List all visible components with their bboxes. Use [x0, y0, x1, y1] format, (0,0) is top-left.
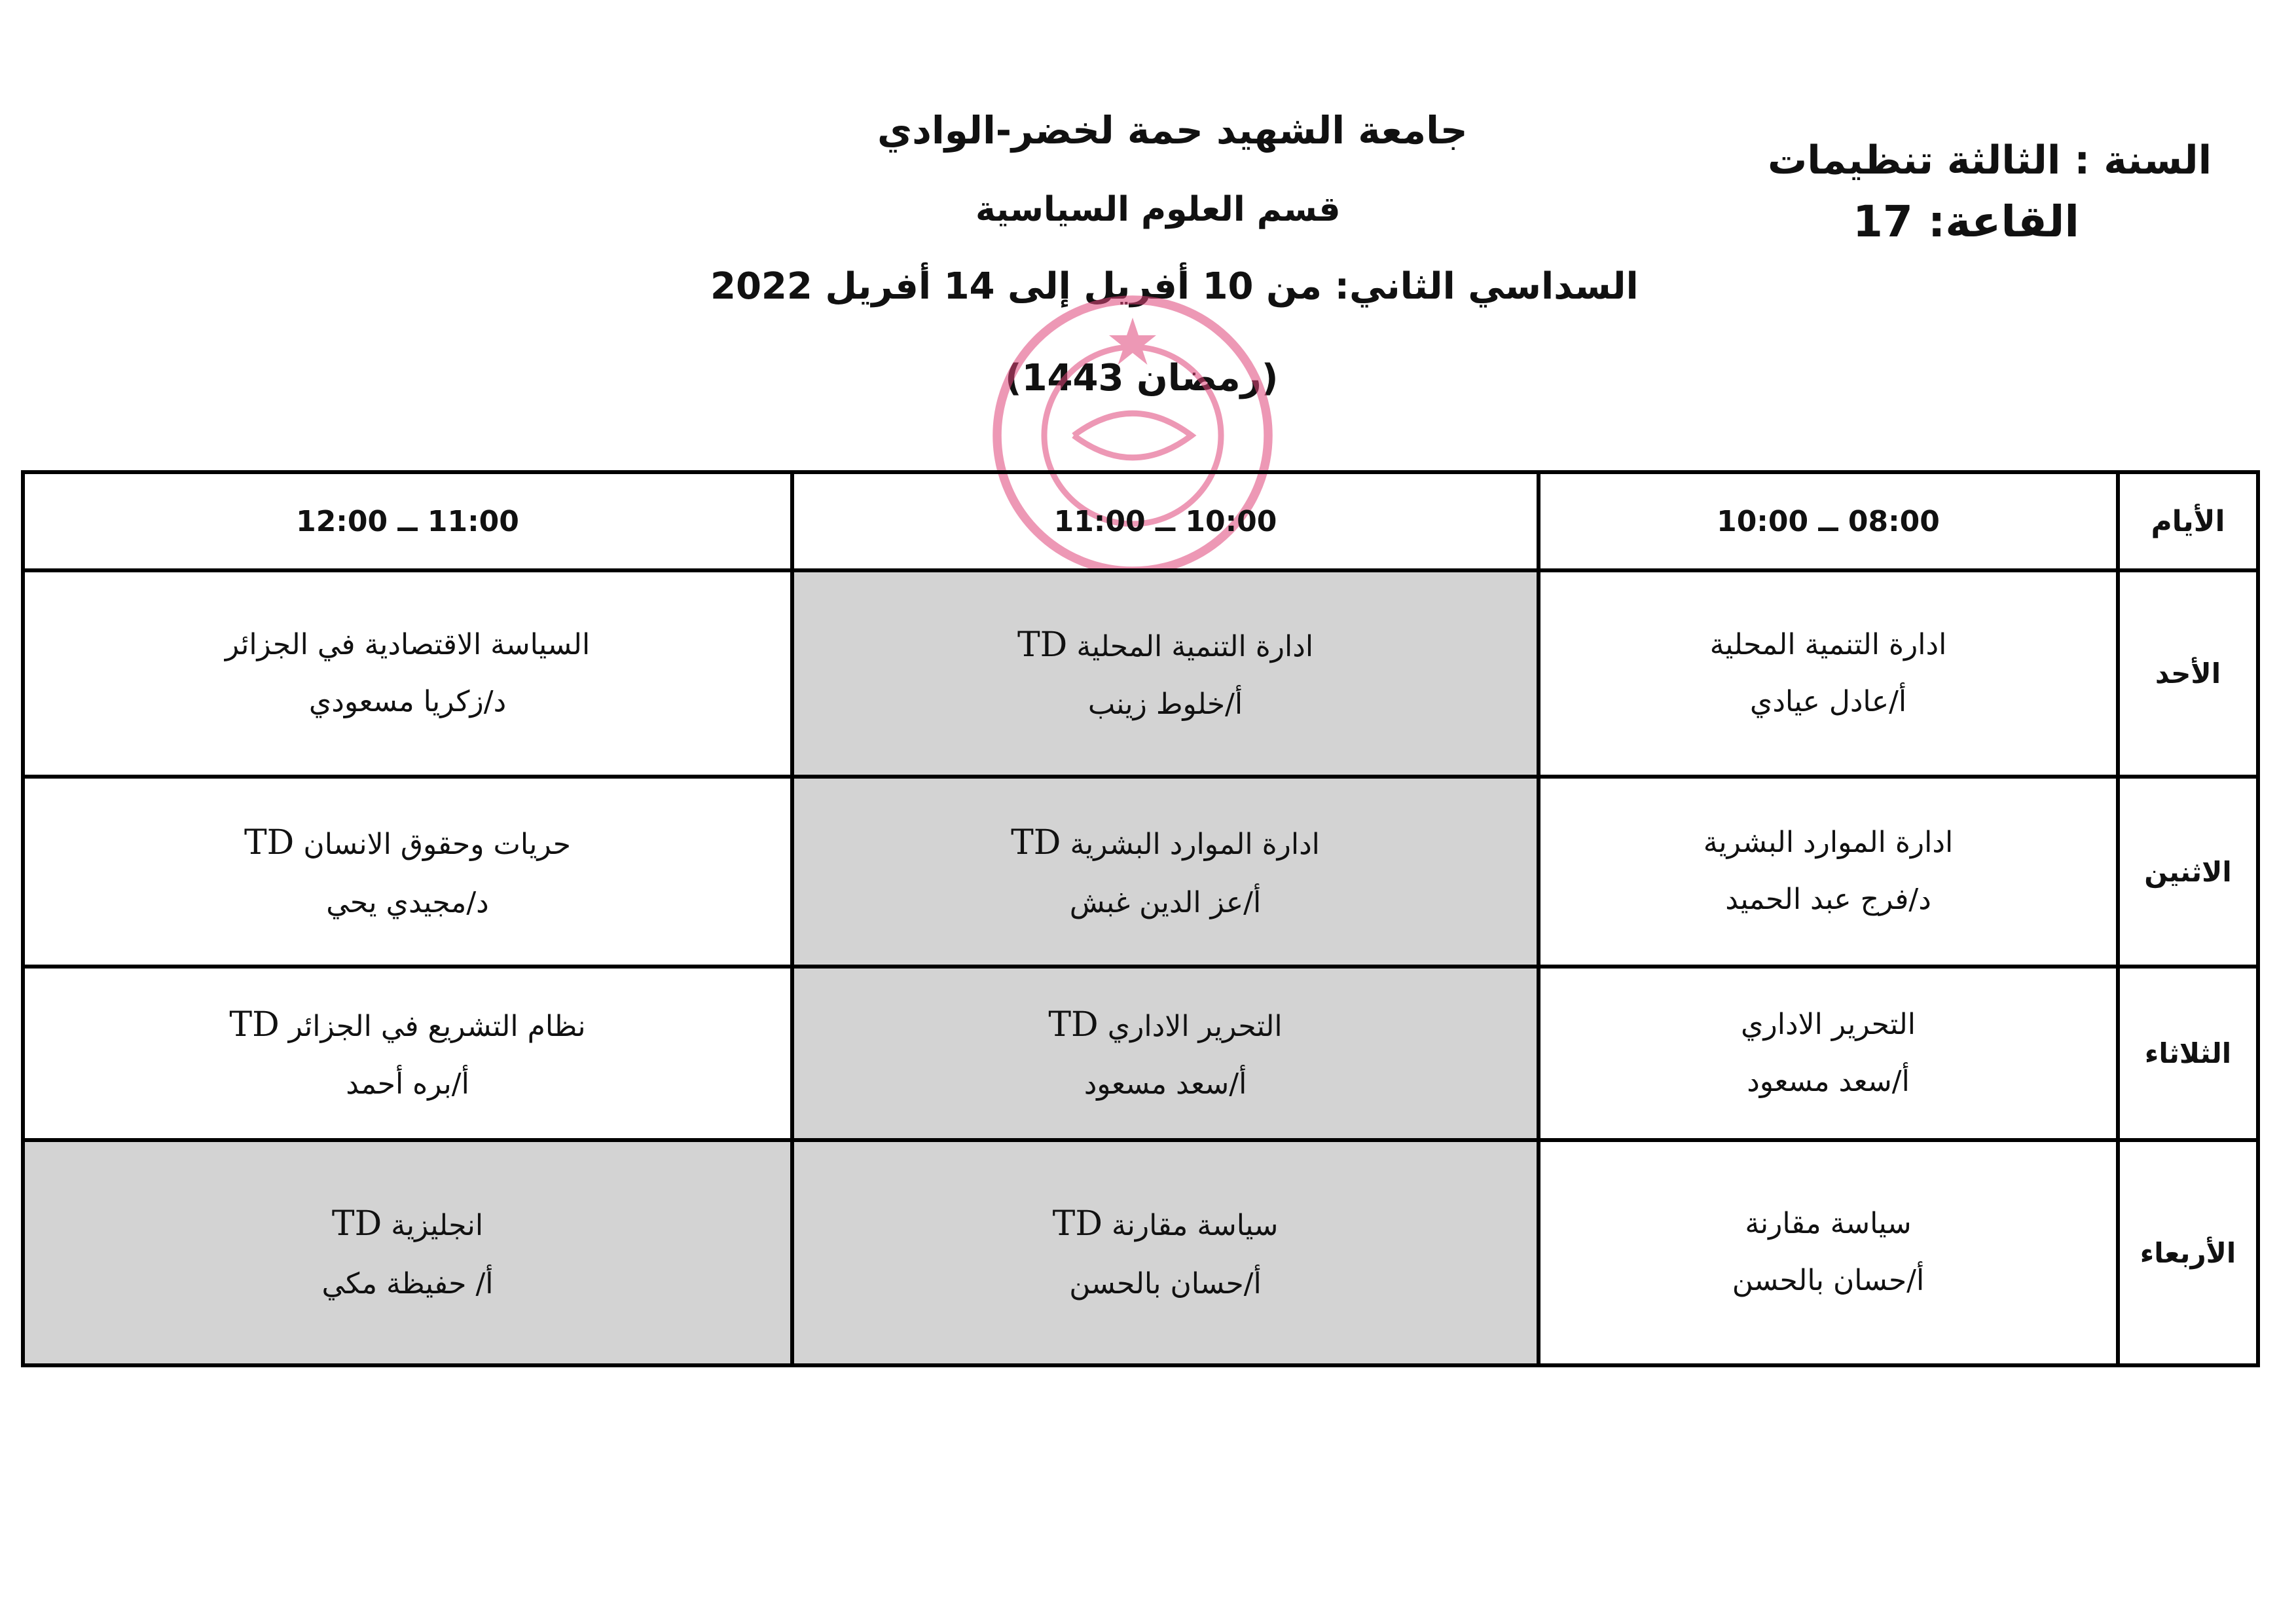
department-name: قسم العلوم السياسية [975, 190, 1341, 229]
course-name: ادارة التنمية المحلية [1709, 627, 1947, 661]
course-name: نظام التشريع في الجزائر TD [229, 1005, 586, 1044]
ramadan-note: (رمضان 1443) [1005, 357, 1279, 399]
course-name: السياسة الاقتصادية في الجزائر [225, 627, 591, 661]
session-cell-td [794, 969, 1540, 1142]
course-name: سياسة مقارنة [1745, 1207, 1912, 1241]
teacher-name: أ/ حفيظة مكي [321, 1266, 494, 1301]
slot-label: 08:00 ــ 10:00 [1717, 504, 1940, 538]
timetable [21, 470, 2260, 1367]
session-cell-td [25, 1142, 794, 1363]
teacher-name: أ/بره أحمد [346, 1067, 469, 1101]
session-cell-td [794, 572, 1540, 779]
teacher-name: أ/حسان بالحسن [1732, 1264, 1925, 1297]
university-name: جامعة الشهيد حمة لخضر-الوادي [877, 108, 1468, 153]
teacher-name: أ/سعد مسعود [1084, 1067, 1247, 1101]
session-cell [1540, 779, 2120, 969]
teacher-name: د/مجيدي يحي [326, 885, 489, 919]
td-tag: TD [1052, 1204, 1103, 1244]
session-cell-td [794, 1142, 1540, 1363]
day-label: الثلاثاء [2120, 969, 2256, 1142]
session-cell-td [794, 779, 1540, 969]
session-cell [1540, 1142, 2120, 1363]
slot-header-3 [25, 474, 794, 572]
teacher-name: د/زكريا مسعودي [308, 684, 507, 718]
study-year: السنة : الثالثة تنظيمات [1768, 138, 2212, 183]
teacher-name: أ/خلوط زينب [1087, 688, 1243, 722]
session-cell [25, 572, 794, 779]
td-tag: TD [331, 1204, 382, 1244]
slot-header-2 [794, 474, 1540, 572]
td-tag: TD [1048, 1005, 1099, 1044]
days-header-label: الأيام [2151, 504, 2225, 538]
course-name: ادارة الموارد البشرية TD [1011, 823, 1320, 863]
teacher-name: أ/سعد مسعود [1747, 1064, 1910, 1098]
course-name: سياسة مقارنة TD [1052, 1204, 1279, 1244]
semester-dates: السداسي الثاني: من 10 أفريل إلى 14 أفريل 2022 [710, 265, 1639, 308]
slot-label: 10:00 ــ 11:00 [1053, 504, 1277, 538]
session-cell-td [25, 779, 794, 969]
td-tag: TD [1011, 823, 1061, 863]
session-cell-td [25, 969, 794, 1142]
course-name: التحرير الاداري TD [1048, 1005, 1283, 1044]
course-name: ادارة التنمية المحلية TD [1017, 625, 1314, 665]
course-name: ادارة الموارد البشرية [1703, 826, 1954, 860]
session-cell [1540, 969, 2120, 1142]
room-number: القاعة: 17 [1853, 196, 2080, 247]
td-tag: TD [1017, 625, 1068, 665]
td-tag: TD [244, 823, 295, 863]
slot-label: 11:00 ــ 12:00 [296, 504, 519, 538]
session-cell [1540, 572, 2120, 779]
day-label: الأحد [2120, 572, 2256, 779]
day-label: الأربعاء [2140, 1236, 2236, 1269]
day-label: الاثنين [2120, 779, 2256, 969]
teacher-name: د/فرج عبد الحميد [1725, 883, 1931, 916]
td-tag: TD [229, 1005, 280, 1044]
teacher-name: أ/عز الدين غبش [1069, 885, 1262, 919]
course-name: انجليزية TD [331, 1204, 484, 1244]
slot-header-1 [1540, 474, 2120, 572]
teacher-name: أ/عادل عيادي [1749, 684, 1907, 718]
days-header [2120, 474, 2256, 572]
teacher-name: أ/حسان بالحسن [1069, 1266, 1262, 1301]
course-name: حريات وحقوق الانسان TD [244, 823, 572, 863]
course-name: التحرير الاداري [1741, 1007, 1916, 1041]
